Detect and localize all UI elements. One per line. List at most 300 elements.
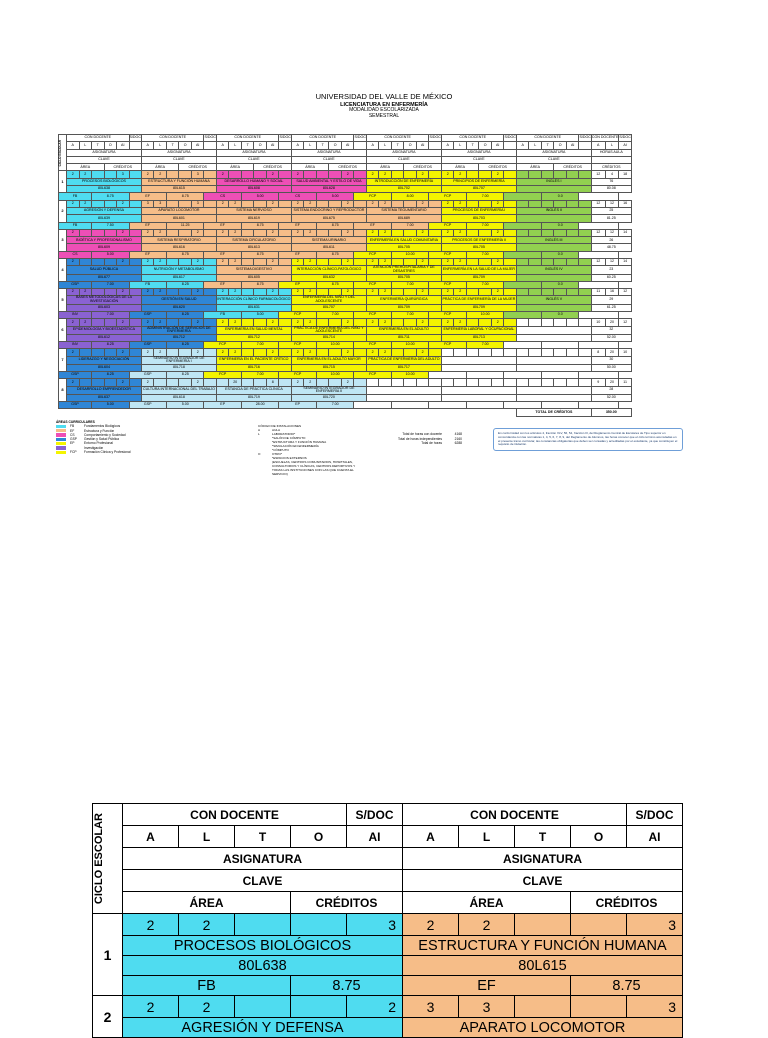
mini-course-name: SISTEMA ENDOCRINO Y REPRODUCTOR (291, 207, 366, 214)
mini-hours (241, 200, 254, 207)
mini-sum-ai: 16 (619, 200, 631, 207)
mini-course-code: 80L608 (216, 186, 291, 193)
mini-course-name: SISTEMA NERVIOSO (216, 207, 291, 214)
mini-sdoc: S/DOC (579, 135, 591, 142)
mini-col-letter: T (541, 142, 554, 149)
mini-course-credits: 8.25 (166, 341, 204, 348)
mini-hours (554, 259, 567, 266)
mini-hours: 2 (141, 319, 154, 326)
mini-sdoc-cell (129, 259, 141, 266)
mini-hours (104, 379, 117, 386)
mini-col-letter: AI (341, 142, 354, 149)
mini-hours: 2 (266, 171, 279, 178)
mini-hours: 2 (341, 171, 354, 178)
mini-course-code: 80L712 (216, 334, 291, 341)
mini-course-code (441, 364, 516, 371)
course-name-3: AGRESIÓN Y DEFENSA (123, 1018, 403, 1038)
mini-hours (329, 319, 342, 326)
hours-t-3 (235, 996, 291, 1018)
mini-course-credits: 8.25 (166, 281, 204, 288)
mini-course-credits (391, 402, 429, 409)
mini-hours (529, 200, 542, 207)
legend-label: Investigación (84, 445, 104, 450)
legend-swatch (56, 425, 66, 428)
mini-course-name: AGRESIÓN Y DEFENSA (67, 207, 142, 214)
mini-course-area: GSP (59, 281, 92, 288)
mini-course-area (429, 402, 467, 409)
mini-course-code: 80L707 (441, 186, 516, 193)
mini-sdoc: S/DOC (354, 135, 366, 142)
mini-creditos: CRÉDITOS (554, 164, 591, 171)
mini-hours (404, 200, 417, 207)
mini-course-name: INGLÉS IV (516, 266, 591, 274)
mini-col-letter: O (479, 142, 492, 149)
mini-hours (166, 349, 179, 356)
mini-col-letter (504, 142, 517, 149)
mini-sum-ai: 11 (619, 379, 631, 386)
legend-code: EF (70, 428, 75, 433)
mini-creditos: CRÉDITOS (404, 164, 442, 171)
mini-hours (529, 229, 542, 236)
mini-con-docente: CON DOCENTE (141, 135, 204, 142)
mini-hours: 2 (266, 200, 279, 207)
mini-hours: 2 (341, 379, 354, 386)
mini-course-name: INGLÉS II (516, 207, 591, 214)
mini-sum-ai: 18 (619, 171, 631, 178)
mini-cycle-subtotal: 48.75 (591, 244, 631, 251)
mini-course-name: SALUD AMBIENTAL Y ESTILO DE VIDA (291, 178, 366, 185)
legend-title: ÁREAS CURRICULARES (56, 420, 95, 424)
mini-hours: 2 (379, 229, 392, 236)
mini-sdoc-cell (129, 171, 141, 178)
mini-course-area (504, 193, 542, 200)
mini-hours: 2 (454, 229, 467, 236)
mini-hours: 2 (304, 229, 317, 236)
mini-sum-a: 10 (591, 319, 605, 326)
mini-hours (404, 379, 417, 386)
mini-area: ÁREA (441, 164, 479, 171)
mini-sdoc-cell (204, 349, 216, 356)
mini-course-name: SISTEMA CIRCULATORIO (216, 237, 291, 244)
mini-course-code (441, 394, 516, 401)
mini-hours (479, 289, 492, 296)
installation-title: CÓDIGO DE INSTALACIONES (258, 424, 302, 428)
mini-course-code: 80L612 (67, 334, 142, 341)
mini-course-credits: 7.00 (466, 281, 504, 288)
mini-con-docente: CON DOCENTE (67, 135, 130, 142)
mini-course-name: SALUD PÚBLICA (67, 266, 142, 274)
mini-course-name: SISTEMA TEGUMENTARIO (366, 207, 441, 214)
mini-hours (179, 229, 192, 236)
mini-course-code: 80L712 (141, 334, 216, 341)
mini-sdoc-cell (279, 229, 292, 236)
mini-col-letter: T (466, 142, 479, 149)
mini-course-name: INTERACCIÓN CLÍNICO-PATOLÓGICO (291, 266, 366, 274)
mini-course-code: 80L718 (141, 364, 216, 371)
mini-course-code (516, 394, 591, 401)
mini-hours: 2 (141, 379, 154, 386)
mini-course-area: EF (279, 251, 317, 258)
mini-hours: 2 (379, 171, 392, 178)
mini-col-letter: O (404, 142, 417, 149)
mini-hours (154, 379, 167, 386)
course-area-2: EF (403, 976, 571, 996)
mini-course-credits: 8.75 (241, 251, 279, 258)
mini-course-credits: 7.00 (391, 222, 429, 229)
mini-cycle-subtotal: 60.25 (591, 274, 631, 281)
mini-blank (579, 251, 619, 258)
mini-course-credits: 5.00 (241, 193, 279, 200)
mini-course-credits: 7.50 (92, 222, 130, 229)
mini-col-letter: T (166, 142, 179, 149)
mini-course-area: FB (59, 193, 92, 200)
hours-a: 2 (123, 914, 179, 936)
col-o-2: O (571, 826, 627, 848)
mini-col-letter: AI (117, 142, 130, 149)
col-a-2: A (403, 826, 459, 848)
mini-col-letter: T (316, 142, 329, 149)
mini-course-code: 80L715 (291, 364, 366, 371)
mini-course-credits: 7.00 (316, 311, 354, 318)
mini-hours (479, 229, 492, 236)
mini-course-credits: 0.0 (541, 311, 579, 318)
mini-course-name: CULTURA INTERNACIONAL DEL TRABAJO (141, 386, 216, 394)
mini-hours (316, 259, 329, 266)
mini-course-credits: 11.25 (166, 222, 204, 229)
mini-course-credits: 8.25 (166, 372, 204, 379)
mini-course-area: FB (204, 311, 241, 318)
cycle-header: CICLO ESCOLAR (93, 804, 123, 914)
mini-hours: 2 (216, 229, 229, 236)
installation-row: *ESPACIOS EXTERNOS (272, 456, 307, 460)
mini-hours: 2 (441, 289, 454, 296)
mini-hours: 2 (67, 259, 80, 266)
mini-hours (329, 229, 342, 236)
mini-cycle-subtotal: 80.08 (591, 186, 631, 193)
mini-course-code: 80L719 (216, 394, 291, 401)
mini-col-letter: AI (566, 142, 579, 149)
mini-con-docente: CON DOCENTE (366, 135, 429, 142)
mini-hours (466, 200, 479, 207)
mini-sdoc: S/DOC (129, 135, 141, 142)
mini-course-code: 80L714 (291, 334, 366, 341)
mini-hours (554, 171, 567, 178)
mini-hours: 2 (416, 259, 429, 266)
mini-blank (591, 156, 631, 163)
col-a: A (123, 826, 179, 848)
mini-hours (479, 200, 492, 207)
mini-hours: 2 (216, 289, 229, 296)
legend-swatch (56, 438, 66, 441)
mini-course-code: 80L689 (366, 215, 441, 222)
modality-label: MODALIDAD ESCOLARIZADA (349, 106, 419, 113)
mini-course-credits: 8.00 (391, 193, 429, 200)
mini-hours: 2 (154, 349, 167, 356)
mini-sdoc-cell (204, 379, 216, 386)
mini-hours (391, 171, 404, 178)
asignatura-header: ASIGNATURA (123, 848, 403, 870)
mini-sdoc-cell (579, 349, 591, 356)
mini-course-area: EF (204, 281, 241, 288)
legend-label: Formación Clínica y Profesional (84, 450, 131, 455)
mini-hours: 2 (441, 259, 454, 266)
mini-course-credits: 8.75 (316, 281, 354, 288)
legend-swatch (56, 446, 66, 449)
mini-sum-l: 20 (605, 349, 619, 356)
mini-course-code (516, 244, 591, 251)
mini-course-code: 80L613 (216, 244, 291, 251)
mini-area: ÁREA (366, 164, 404, 171)
mini-course-credits: 0.0 (541, 222, 579, 229)
mini-hours (316, 349, 329, 356)
mini-hours: 8 (266, 379, 279, 386)
mini-hours (404, 289, 417, 296)
mini-hours (566, 229, 579, 236)
mini-hours (241, 319, 254, 326)
mini-sdoc: S/DOC (429, 135, 442, 142)
mini-sdoc-cell (579, 229, 591, 236)
mini-hours: 2 (304, 319, 317, 326)
mini-hours: 2 (67, 229, 80, 236)
hours-ai-3: 2 (347, 996, 403, 1018)
mini-sdoc-cell (579, 319, 591, 326)
mini-hours (454, 349, 467, 356)
mini-hours (554, 229, 567, 236)
mini-hours (529, 319, 542, 326)
mini-sdoc-cell (354, 171, 366, 178)
mini-course-area: EF (204, 251, 241, 258)
mini-hours: 2 (67, 171, 80, 178)
mini-hours: 2 (291, 229, 304, 236)
mini-course-name: ENFERMERÍA LABORAL Y OCUPACIONAL (441, 326, 516, 334)
mini-course-code: 80L705 (366, 274, 441, 281)
mini-hours: 2 (491, 229, 504, 236)
mini-course-credits: 10.00 (466, 311, 504, 318)
hours-a-4: 3 (403, 996, 459, 1018)
hours-row: Total de horas 6288 (421, 441, 462, 446)
mini-cycle-number: 1 (59, 171, 67, 193)
mini-hours: 2 (79, 319, 92, 326)
mini-course-credits: 10.00 (391, 372, 429, 379)
hours-t (235, 914, 291, 936)
mini-course-credits: 8.75 (316, 251, 354, 258)
mini-sdoc-cell (279, 200, 292, 207)
mini-blank (579, 311, 619, 318)
mini-course-code: 80L615 (141, 186, 216, 193)
mini-hours: 3 (141, 200, 154, 207)
mini-hours (466, 379, 479, 386)
hours-row: Total de horas con docente 4168 (402, 432, 462, 436)
mini-course-area: FB (59, 222, 92, 229)
mini-cycle-subtotal: 50.00 (591, 364, 631, 371)
mini-course-code: 80L705 (366, 244, 441, 251)
mini-col-letter (279, 142, 292, 149)
mini-col-letter: A (441, 142, 454, 149)
mini-clave: CLAVE (366, 156, 441, 163)
mini-col-letter: A (516, 142, 529, 149)
mini-col-letter: O (554, 142, 567, 149)
mini-cycle-subtotal: 52.00 (591, 394, 631, 401)
mini-hours (179, 319, 192, 326)
mini-hours (404, 229, 417, 236)
mini-sum-a: 12 (591, 200, 605, 207)
hours-ai-2: 3 (627, 914, 683, 936)
mini-course-name: PRÁCTICA DE ENFERMERÍA DEL NIÑO Y ADOLESCENTE (291, 326, 366, 334)
mini-course-name: SISTEMA URINARIO (291, 237, 366, 244)
col-l-2: L (459, 826, 515, 848)
mini-hours (166, 259, 179, 266)
mini-hours (541, 289, 554, 296)
mini-hours: 2 (416, 289, 429, 296)
mini-course-code: 80L675 (291, 215, 366, 222)
mini-cycle-number: 6 (59, 319, 67, 342)
mini-creditos-sum: CRÉDITOS (591, 164, 631, 171)
mini-sdoc-cell (279, 319, 292, 326)
mini-col-letter: O (104, 142, 117, 149)
mini-hours: 2 (229, 319, 242, 326)
mini-course-credits: 8.25 (92, 372, 130, 379)
mini-hours: 2 (441, 200, 454, 207)
mini-course-area: FCP (354, 341, 391, 348)
mini-hours (92, 171, 105, 178)
mini-course-name: PROCESOS DE ENFERMERÍA I (441, 207, 516, 214)
mini-sum-a: 9 (591, 379, 605, 386)
mini-hours (316, 319, 329, 326)
mini-course-area: GSP (59, 372, 92, 379)
mini-course-name: ENFERMERÍA EN LA SALUD DE LA MUJER (441, 266, 516, 274)
mini-col-letter: O (179, 142, 192, 149)
mini-sdoc-cell (129, 349, 141, 356)
legend-swatch (56, 451, 66, 454)
mini-course-name: SEMINARIO INTEGRADOR DE ENFERMERÍA II (291, 386, 366, 394)
mini-course-credits: 8.25 (92, 341, 130, 348)
mini-col-letter: A (67, 142, 80, 149)
mini-sum-l: 16 (605, 289, 619, 296)
mini-hours: 2 (491, 200, 504, 207)
mini-course-area (429, 372, 467, 379)
mini-course-code: 80L601 (141, 215, 216, 222)
mini-course-area: FCP (354, 281, 391, 288)
mini-sdoc: S/DOC (504, 135, 517, 142)
mini-col-letter: A (291, 142, 304, 149)
mini-cycle-number: 2 (59, 200, 67, 222)
mini-hours (79, 379, 92, 386)
mini-hours: 2 (454, 171, 467, 178)
mini-hours (566, 200, 579, 207)
mini-course-credits: 28.00 (241, 402, 279, 409)
mini-hours (541, 200, 554, 207)
mini-course-name (366, 386, 441, 394)
mini-sdoc-cell (579, 289, 591, 296)
mini-hours (479, 259, 492, 266)
mini-hours (329, 349, 342, 356)
mini-hours: 2 (291, 319, 304, 326)
installation-row: *SIMULACIÓN EN ENFERMERÍA (272, 444, 319, 448)
mini-course-credits: 10.00 (391, 341, 429, 348)
mini-hours (79, 259, 92, 266)
mini-col-letter (579, 142, 591, 149)
mini-course-name: PROCESOS DE ENFERMERÍA II (441, 237, 516, 244)
mini-hours: 2 (266, 349, 279, 356)
mini-hours (92, 349, 105, 356)
mini-hours: 2 (379, 349, 392, 356)
mini-hours: 2 (454, 289, 467, 296)
con-docente-header-2: CON DOCENTE (403, 804, 627, 826)
mini-sdoc-cell (504, 319, 517, 326)
mini-course-area: EF (129, 193, 166, 200)
mini-course-area: CS (279, 193, 317, 200)
mini-course-code (516, 186, 591, 193)
mini-sum-a: 8 (591, 349, 605, 356)
mini-con-docente: CON DOCENTE (516, 135, 579, 142)
mini-course-credits: 7.00 (241, 372, 279, 379)
mini-hours (566, 379, 579, 386)
mini-sdoc-cell (279, 171, 292, 178)
mini-hours: 2 (141, 259, 154, 266)
mini-course-name: DESARROLLO HUMANO Y SOCIAL (216, 178, 291, 185)
mini-hours (529, 289, 542, 296)
hours-o-3 (291, 996, 347, 1018)
mini-course-area: FCP (354, 311, 391, 318)
mini-course-area (504, 251, 542, 258)
mini-course-credits: 8.75 (92, 193, 130, 200)
mini-course-credits: 0.0 (541, 281, 579, 288)
mini-hours (92, 379, 105, 386)
mini-course-area: CS (59, 251, 92, 258)
mini-course-name: SISTEMA RESPIRATORIO (141, 237, 216, 244)
mini-creditos: CRÉDITOS (479, 164, 517, 171)
period-label: SEMESTRAL (368, 112, 400, 119)
mini-course-code: 80L604 (67, 364, 142, 371)
mini-course-name (516, 326, 591, 334)
mini-hours: 3 (191, 171, 204, 178)
col-ai: AI (347, 826, 403, 848)
mini-hours (316, 171, 329, 178)
mini-course-area (504, 402, 542, 409)
cycle-header-mini: CICLO ESCOLAR (59, 135, 67, 171)
mini-hours: 2 (266, 319, 279, 326)
mini-course-name: ATENCIÓN PREHOSPITALARIA Y DE DESASTRES (366, 266, 441, 274)
mini-course-area: EP (279, 281, 317, 288)
mini-hours (516, 289, 529, 296)
mini-hours (491, 379, 504, 386)
program-title: LICENCIATURA EN ENFERMERÍA (340, 101, 428, 108)
mini-hours (92, 259, 105, 266)
mini-course-name: ESTANCIA DE PRÁCTICA CLÍNICA (216, 386, 291, 394)
installation-row: SERVICIO) (272, 472, 288, 476)
mini-hours (391, 289, 404, 296)
mini-hours: 2 (366, 289, 379, 296)
mini-hours (241, 259, 254, 266)
course-code: 80L638 (123, 956, 403, 976)
mini-hours: 2 (366, 200, 379, 207)
mini-con-docente: CON DOCENTE (441, 135, 504, 142)
legend-label: Entorno Profesional (84, 441, 113, 446)
mini-cycle-credits: 30 (591, 356, 631, 364)
mini-sdoc-cell (354, 319, 366, 326)
mini-blank (579, 222, 619, 229)
mini-course-code: 80L617 (141, 274, 216, 281)
mini-hours (316, 229, 329, 236)
creditos-header: CRÉDITOS (291, 892, 403, 914)
mini-sum-a: 11 (591, 289, 605, 296)
mini-sdoc-cell (504, 200, 517, 207)
mini-course-credits (466, 372, 504, 379)
mini-hours: 2 (229, 289, 242, 296)
mini-course-code (516, 304, 591, 311)
mini-blank (579, 402, 619, 409)
mini-course-name: APARATO LOCOMOTOR (141, 207, 216, 214)
